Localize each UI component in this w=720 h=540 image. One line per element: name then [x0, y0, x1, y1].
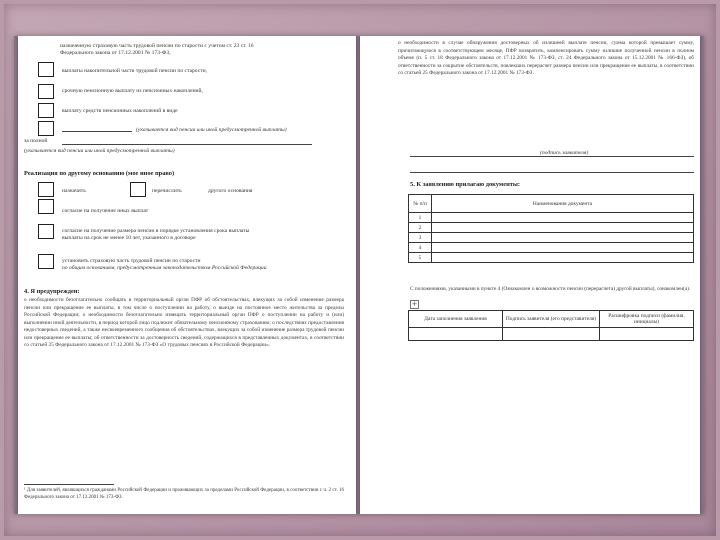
signature-table — [408, 310, 694, 341]
checkbox-label: установить страховую часть трудовой пенсии по старости — [62, 258, 201, 264]
table-cell: 4 — [409, 243, 432, 253]
fill-line — [410, 172, 694, 173]
section-4-heading: 4. Я предупрежден: — [24, 288, 80, 295]
footnote-rule — [24, 484, 114, 485]
table-cell: 1 — [409, 213, 432, 223]
checkbox-label: согласие на получение размера пенсии в порядке установления срока выплаты — [62, 228, 250, 234]
expand-icon[interactable]: + — [411, 300, 418, 308]
checkbox[interactable] — [130, 182, 146, 197]
checkbox-label: согласие на получение иных выплат — [62, 208, 149, 214]
fill-line — [62, 131, 132, 132]
section-heading: Реализация по другому основанию (мое иное право) — [24, 170, 175, 177]
table-row — [409, 223, 694, 233]
checkbox[interactable] — [38, 254, 54, 269]
table-row — [409, 233, 694, 243]
table-row — [409, 253, 694, 263]
footnote: ¹ Для заявителей, являющихся гражданами Российской Федерации и проживающих за пределами Российской Федерации, в соответствии с ч. 2 ст. 16 Федерального закона от 17.12.2001 № 173-ФЗ. — [24, 488, 344, 500]
checkbox[interactable] — [38, 224, 54, 239]
section-5-heading: 5. К заявлению прилагаю документы: — [410, 181, 521, 188]
section-4-text: о необходимости безотлагательно сообщать в территориальный орган ПФР об обстоятельствах, влекущих за собой изменение размера пенсии или прекращение ее выплаты, в том числе о поступлении на работу, о выезде на постоянное место жительства за пределы Российской Федерации; о необходимости безотлагательно извещать территориальный орган ПФР о поступлении на работу и (или) выполнении иной деятельности, в период которой лицо подлежит обязательному пенсионному страхованию; о последствиях предоставления недостоверных сведений, а также несвоевременного сообщения об обстоятельствах, влекущих за собой изменение размера трудовой пенсии или прекращение ее выплаты; об ответственности за достоверность сведений, содержащихся в представленных документах, в соответствии со статьей 25 Федерального закона от 17.12.2001 № 173-ФЗ «О трудовых пенсиях в Российской Федерации». — [24, 297, 344, 348]
table-cell: 5 — [409, 253, 432, 263]
table-cell: 2 — [409, 223, 432, 233]
table-header-cell: Подпись заявителя (его представителя) — [503, 311, 600, 328]
option-label: перечислить — [152, 188, 182, 194]
table-header-cell: № п/п — [409, 195, 432, 213]
checkbox[interactable] — [38, 84, 54, 99]
table-row — [409, 328, 694, 341]
table-cell[interactable] — [409, 328, 503, 341]
checkbox-label: по общим основаниям, предусмотренным законодательством Российской Федерации — [62, 265, 267, 271]
table-header-cell: Дата заполнения заявления — [409, 311, 503, 328]
table-header-cell: Наименования документа — [432, 195, 694, 213]
document-viewer — [14, 36, 704, 514]
table-cell[interactable] — [432, 243, 694, 253]
table-header-row — [409, 195, 694, 213]
table-cell[interactable] — [503, 328, 600, 341]
table-cell[interactable] — [432, 213, 694, 223]
signature-caption: (подпись заявителя) — [540, 150, 589, 156]
document-page-left — [18, 36, 356, 514]
table-row — [409, 213, 694, 223]
text-line: Федерального закона от 17.12.2001 № 173-ФЗ, — [60, 50, 171, 56]
table-cell[interactable] — [599, 328, 693, 341]
field-caption: (указывается вид пенсии или иной предусмотренной выплаты) — [24, 148, 175, 154]
table-cell[interactable] — [432, 223, 694, 233]
checkbox[interactable] — [38, 62, 54, 77]
checkbox-label: выплату средств пенсионных накоплений в виде — [62, 108, 178, 114]
checkbox[interactable] — [38, 103, 54, 118]
text-line: за полной — [24, 138, 48, 144]
table-cell: 3 — [409, 233, 432, 243]
field-caption: (указывается вид пенсии или иной предусмотренной выплаты) — [136, 127, 287, 133]
table-row — [409, 243, 694, 253]
table-cell[interactable] — [432, 233, 694, 243]
checkbox[interactable] — [38, 121, 54, 136]
document-page-right — [360, 36, 700, 514]
table-header-cell: Расшифровка подписи (фамилия, инициалы) — [599, 311, 693, 328]
fill-line — [62, 144, 312, 145]
checkbox[interactable] — [38, 199, 54, 214]
checkbox-label: выплаты на срок не менее 10 лет, указанного в договоре — [62, 235, 196, 241]
documents-table — [408, 194, 694, 263]
notice-text: С положениями, указанными в пункте 4 (Ознакомлен о возможности пенсии (перерасчета) другой выплаты), ознакомлен(а). — [410, 286, 691, 292]
table-header-row — [409, 311, 694, 328]
checkbox-label: выплаты накопительной части трудовой пенсии по старости, — [62, 68, 208, 74]
checkbox[interactable] — [38, 182, 54, 197]
table-cell[interactable] — [432, 253, 694, 263]
option-label: другого основания — [208, 188, 253, 194]
top-paragraph: о необходимости в случае обнаружения достоверных об излишней выплате пенсии, сумма которой превышает сумму, причитающуюся в соответствующем месяце, ПФР возвратить, компенсировать сумму излишне полученной пенсии в полном объеме (п. 5 ст. 18 Федерального закона от 17.12.2001 № 173-ФЗ, ст. 24 Федерального закона от 15.12.2001 № 166-ФЗ), об ответственности за сокрытие обстоятельств, повлекших перерасчет размера пенсии или прекращение ее выплаты, в соответствии со статьей 25 Федерального закона от 17.12.2001 № 173-ФЗ. — [398, 40, 694, 76]
text-line: назначенную страховую часть трудовой пенсии по старости с учетом ст. 23 ст. 16 — [60, 43, 254, 49]
checkbox-label: срочную пенсионную выплату из пенсионных накоплений, — [62, 88, 203, 94]
option-label: назначить — [62, 188, 86, 194]
